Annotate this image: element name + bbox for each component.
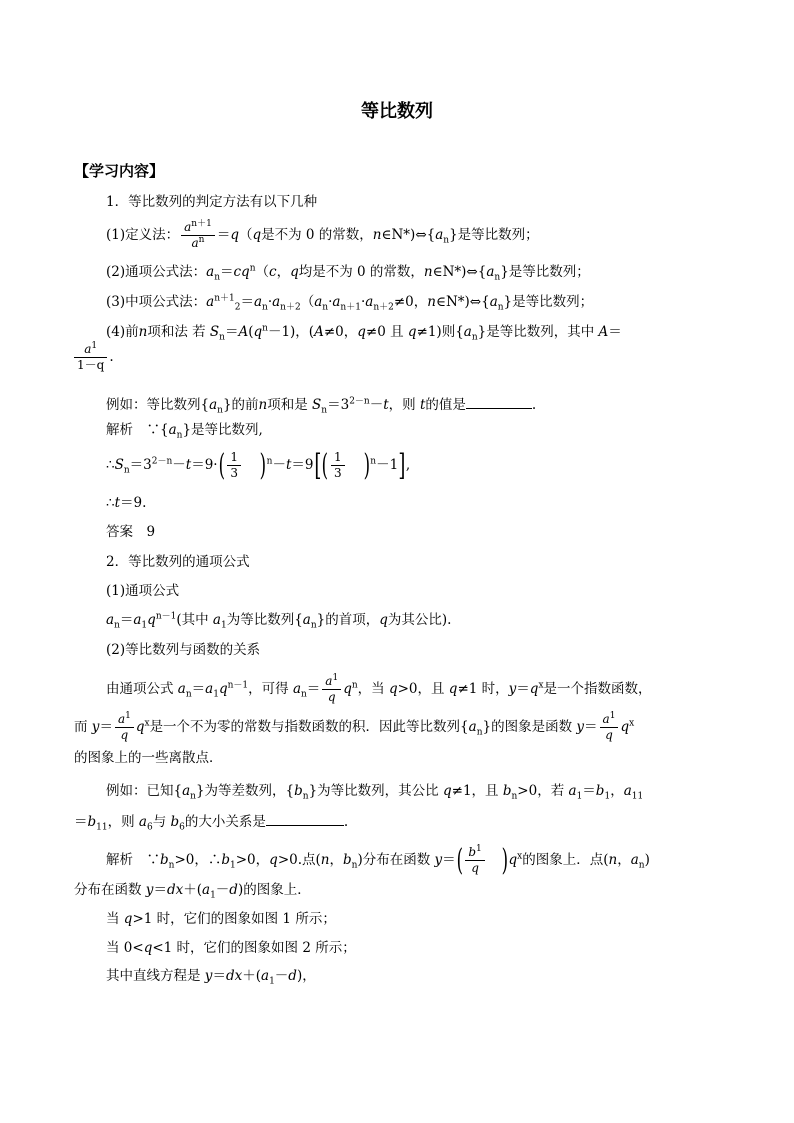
solution-2-line-2: 分布在函数 $y=dx+(a_1-d)$的图象上． bbox=[74, 882, 311, 901]
definition-method: (1)定义法： $\frac{a^{n+1}}{a^n}$ ＝q（q是不为 0 的常数，$n\in N*)\Leftrightarrow\{a_n\}$是等比数列； bbox=[106, 219, 539, 250]
answer-blank-2 bbox=[266, 813, 344, 826]
solution-1-line-2: $\therefore S_n=3^{2-n}-t=9\cdot$( $\frac{1}{3}$ )$^n$－t＝9[( $\frac{1}{3}$ )$^n$－1], bbox=[106, 447, 411, 483]
answer-blank bbox=[466, 396, 532, 409]
method-heading: 1．等比数列的判定方法有以下几种 bbox=[106, 194, 318, 210]
function-relation-line-2: 而 y＝ $\frac{a^1}{q}$ $q^x$是一个不为零的常数与指数函数的积．因此等比数列$\{a_n\}$的图象是函数 y＝ $\frac{a^1}{q}$ $q^x$ bbox=[74, 711, 635, 742]
solution-1-line-3: ∴t＝9. bbox=[106, 495, 147, 511]
coefficient-fraction: $\frac{a^1}{1-q}$ bbox=[74, 342, 107, 373]
line-equation: 其中直线方程是 $y=dx+(a_1-d)$， bbox=[106, 968, 316, 987]
general-formula: $a_n=a_1q^{n-1}$(其中 $a_1$为等比数列$\{a_n\}$的首项，q为其公比). bbox=[106, 611, 452, 631]
function-relation-line-1: 由通项公式 $a_n=a_1q^{n-1}$，可得 $a_n=$ $\frac{a^1}{q}$ $q^n$，当 q>0，且 q≠1 时，$y=q^x$是一个指数函数， bbox=[106, 673, 652, 704]
solution-1-line-1: 解析 $\because\{a_n\}$是等比数列, bbox=[106, 422, 263, 441]
general-formula-sub1: (1)通项公式 bbox=[106, 583, 180, 599]
example-2-line-2: $=b_{11}$，则 $a_6$与 $b_6$的大小关系是 . bbox=[74, 814, 349, 833]
middle-term-method: (3)中项公式法：$a^{n+1}_2=a_n\cdot a_{n+2}(a_n\cdot a_{n+1}\cdot a_{n+2}\ne 0$，$n\in N*)\Leftrightarrow\{a_n\}$是等比数列； bbox=[106, 293, 594, 313]
general-formula-sub2: (2)等比数列与函数的关系 bbox=[106, 642, 261, 658]
answer-1: 答案 9 bbox=[106, 524, 156, 540]
ratio-fraction: $\frac{a^{n+1}}{a^n}$ bbox=[181, 220, 215, 251]
example-1: 例如：等比数列$\{a_n\}$的前n项和是 $S_n=3^{2-n}-t$，则 t的值是 . bbox=[106, 396, 537, 416]
general-formula-heading: 2．等比数列的通项公式 bbox=[106, 554, 250, 570]
section-heading: 【学习内容】 bbox=[74, 162, 165, 180]
case-q-greater-1: 当 q>1 时，它们的图象如图 1 所示； bbox=[106, 911, 336, 927]
general-term-method: (2)通项公式法：$a_n=cq^n(c$，q均是不为 0 的常数，$n\in N*)\Leftrightarrow\{a_n\}$是等比数列； bbox=[106, 263, 590, 283]
sum-method: (4)前n项和法 若 $S_n=A(q^n-1)$，(A≠0，q≠0 且 q≠1)则$\{a_n\}$是等比数列，其中 A＝ bbox=[106, 323, 622, 343]
case-q-between-0-1: 当 0<q<1 时，它们的图象如图 2 所示； bbox=[106, 940, 356, 956]
example-2-line-1: 例如：已知$\{a_n\}$为等差数列，$\{b_n\}$为等比数列，其公比 q≠1，且 $b_n>0$，若 $a_1=b_1$，$a_{11}$ bbox=[106, 783, 644, 802]
solution-2-line-1: 解析 $\because b_n>0$，$\therefore b_1>0$，q>0.点(n，$b_n$)分布在函数 y＝( $\frac{b^1}{q}$ )$q^x$的图象上．点(n，$a_n$) bbox=[106, 842, 650, 878]
page-title: 等比数列 bbox=[361, 101, 433, 122]
function-relation-line-3: 的图象上的一些离散点． bbox=[74, 750, 223, 766]
sum-coefficient: $\frac{a^1}{1-q}$ . bbox=[72, 342, 114, 373]
